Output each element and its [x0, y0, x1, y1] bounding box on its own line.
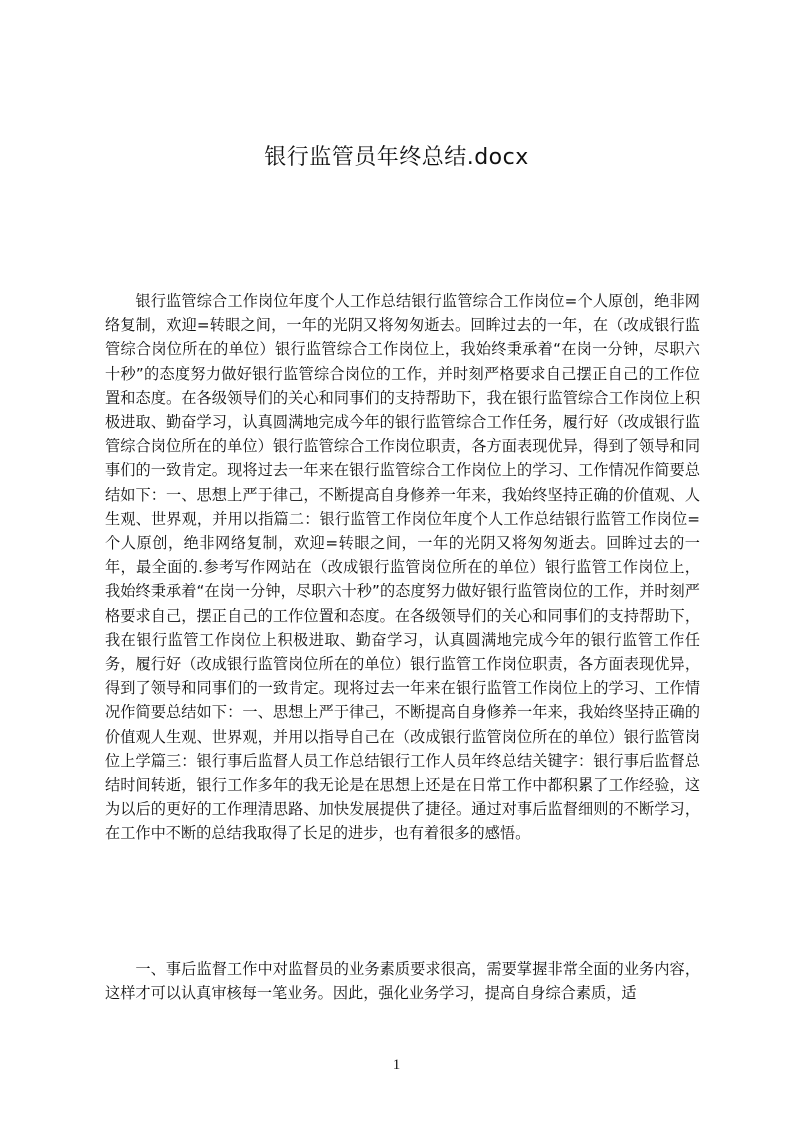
- body-paragraph-2: 一、事后监督工作中对监督员的业务素质要求很高，需要掌握非常全面的业务内容，这样才可以认真审核每一笔业务。因此，强化业务学习，提高自身综合素质，适: [105, 960, 700, 1003]
- body-paragraph-1: 银行监管综合工作岗位年度个人工作总结银行监管综合工作岗位=个人原创，绝非网络复制，欢迎=转眼之间，一年的光阴又将匆匆逝去。回眸过去的一年，在（改成银行监管综合岗位所在的单位）银行监管综合工作岗位上，我始终秉承着“在岗一分钟，尽职六十秒”的态度努力做好银行监管综合岗位的工作，并时刻严格要求自己摆正自己的工作位置和态度。在各级领导们的关心和同事们的支持帮助下，我在银行监管综合工作岗位上积极进取、勤奋学习，认真圆满地完成今年的银行监管综合工作任务，履行好（改成银行监管综合岗位所在的单位）银行监管综合工作岗位职责，各方面表现优异，得到了领导和同事们的一致肯定。现将过去一年来在银行监管综合工作岗位上的学习、工作情况作简要总结如下：一、思想上严于律己，不断提高自身修养一年来，我始终坚持正确的价值观、人生观、世界观，并用以指篇二：银行监管工作岗位年度个人工作总结银行监管工作岗位=个人原创，绝非网络复制，欢迎=转眼之间，一年的光阴又将匆匆逝去。回眸过去的一年，最全面的.参考写作网站在（改成银行监管岗位所在的单位）银行监管工作岗位上，我始终秉承着“在岗一分钟，尽职六十秒”的态度努力做好银行监管岗位的工作，并时刻严格要求自己，摆正自己的工作位置和态度。在各级领导们的关心和同事们的支持帮助下，我在银行监管工作岗位上积极进取、勤奋学习，认真圆满地完成今年的银行监管工作任务，履行好（改成银行监管岗位所在的单位）银行监管工作岗位职责，各方面表现优异，得到了领导和同事们的一致肯定。现将过去一年来在银行监管工作岗位上的学习、工作情况作简要总结如下：一、思想上严于律己，不断提高自身修养一年来，我始终坚持正确的价值观人生观、世界观，并用以指导自己在（改成银行监管岗位所在的单位）银行监管岗位上学篇三：银行事后监督人员工作总结银行工作人员年终总结关键字：银行事后监督总结时间转逝，银行工作多年的我无论是在思想上还是在日常工作中都积累了工作经验，这为以后的更好的工作理清思路、加快发展提供了捷径。通过对事后监督细则的不断学习，在工作中不断的总结我取得了长足的进步，也有着很多的感悟。: [105, 292, 700, 843]
- page-number: 1: [392, 1057, 401, 1073]
- document-title: 银行监管员年终总结.docx: [264, 145, 529, 170]
